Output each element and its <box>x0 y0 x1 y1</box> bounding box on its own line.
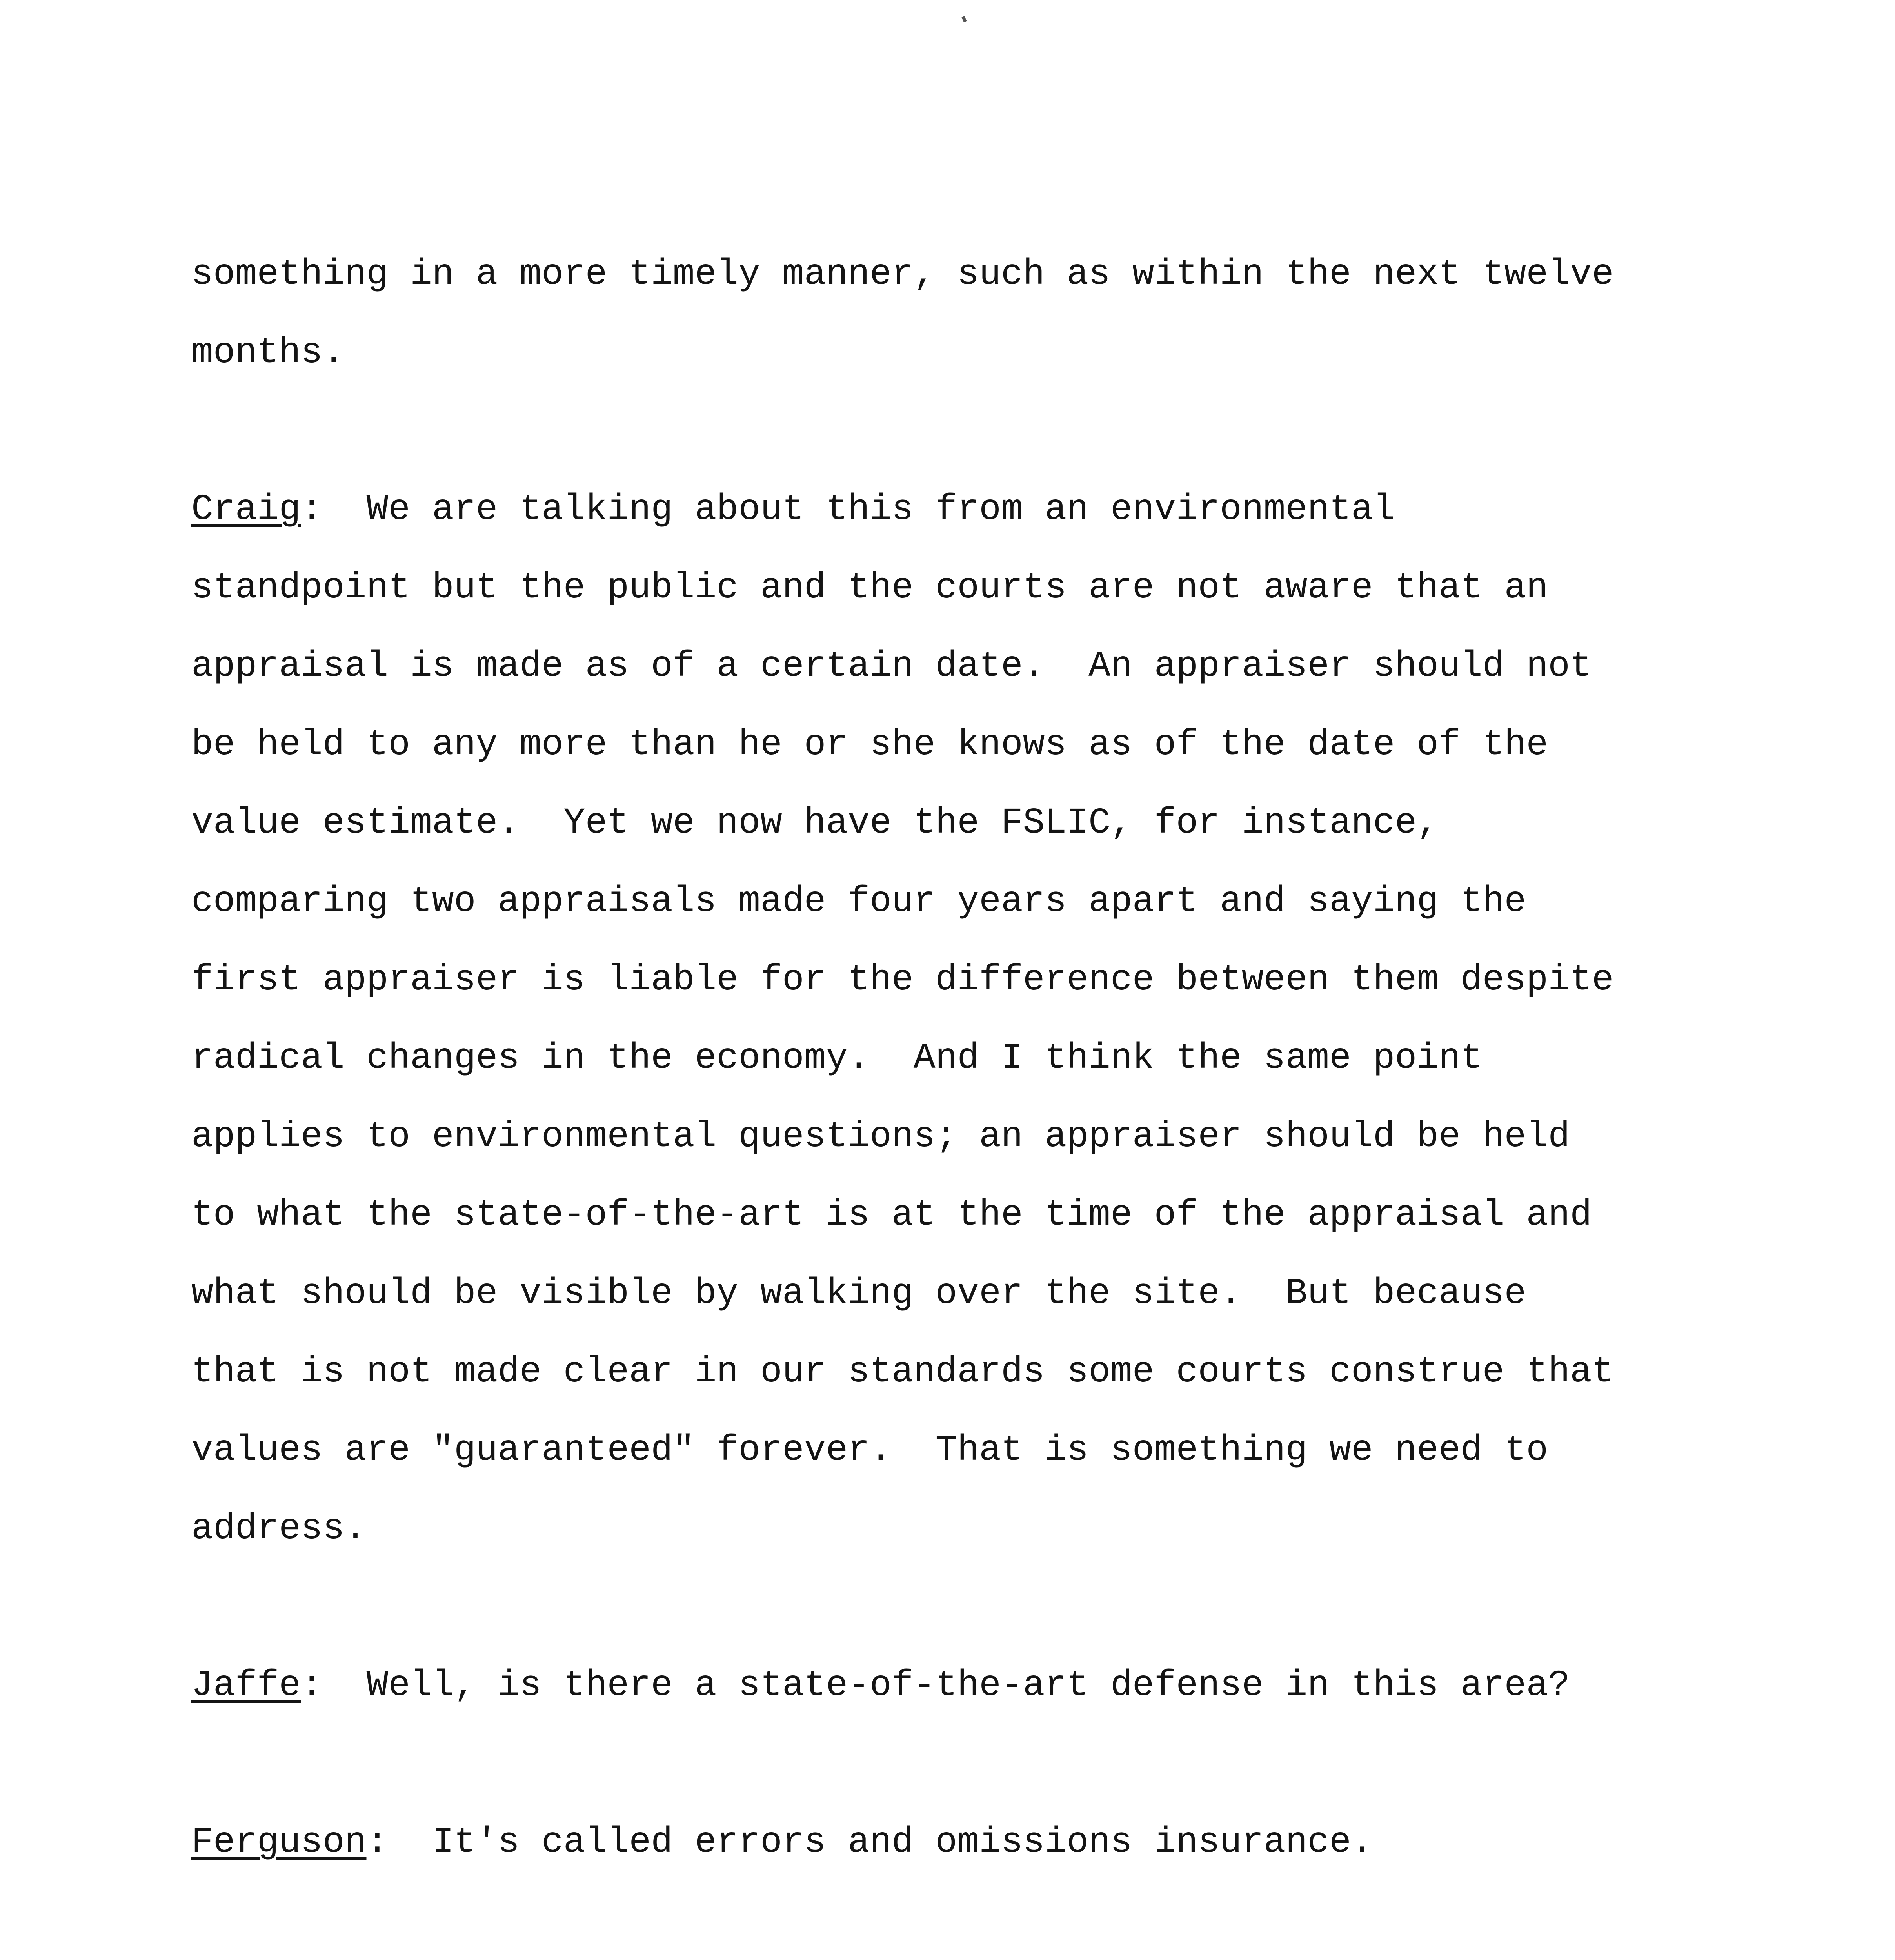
craig-line-6: comparing two appraisals made four years apart and saying the <box>191 881 1526 922</box>
craig-line-7: first appraiser is liable for the difference between them despite <box>191 959 1614 1000</box>
scan-mark <box>961 16 967 22</box>
craig-line-13: values are "guaranteed" forever. That is something we need to <box>191 1430 1548 1471</box>
craig-line-8: radical changes in the economy. And I think the same point <box>191 1038 1483 1079</box>
craig-line-4: be held to any more than he or she knows as of the date of the <box>191 724 1548 765</box>
ferguson-text: It's called errors and omissions insurance. <box>388 1822 1373 1863</box>
ferguson-line: Ferguson: It's called errors and omissions insurance. <box>191 1822 1373 1863</box>
craig-line-10: to what the state-of-the-art is at the time of the appraisal and <box>191 1194 1592 1236</box>
craig-line-11: what should be visible by walking over the site. But because <box>191 1273 1526 1314</box>
intro-line-1: something in a more timely manner, such as within the next twelve <box>191 254 1614 295</box>
craig-line-12: that is not made clear in our standards some courts construe that <box>191 1351 1614 1392</box>
speaker-jaffe: Jaffe <box>191 1665 301 1706</box>
craig-line-5: value estimate. Yet we now have the FSLIC, for instance, <box>191 802 1439 844</box>
craig-line-14: address. <box>191 1508 367 1549</box>
craig-line-1: Craig: We are talking about this from an environmental <box>191 489 1395 530</box>
intro-line-2: months. <box>191 332 345 373</box>
craig-line-1-text: We are talking about this from an environmental <box>322 489 1395 530</box>
craig-line-3: appraisal is made as of a certain date. An appraiser should not <box>191 646 1592 687</box>
jaffe-text: Well, is there a state-of-the-art defense in this area? <box>322 1665 1570 1706</box>
speaker-craig: Craig <box>191 489 301 530</box>
jaffe-line: Jaffe: Well, is there a state-of-the-art defense in this area? <box>191 1665 1570 1706</box>
craig-line-2: standpoint but the public and the courts are not aware that an <box>191 567 1548 608</box>
speaker-ferguson: Ferguson <box>191 1822 367 1863</box>
craig-line-9: applies to environmental questions; an appraiser should be held <box>191 1116 1570 1157</box>
